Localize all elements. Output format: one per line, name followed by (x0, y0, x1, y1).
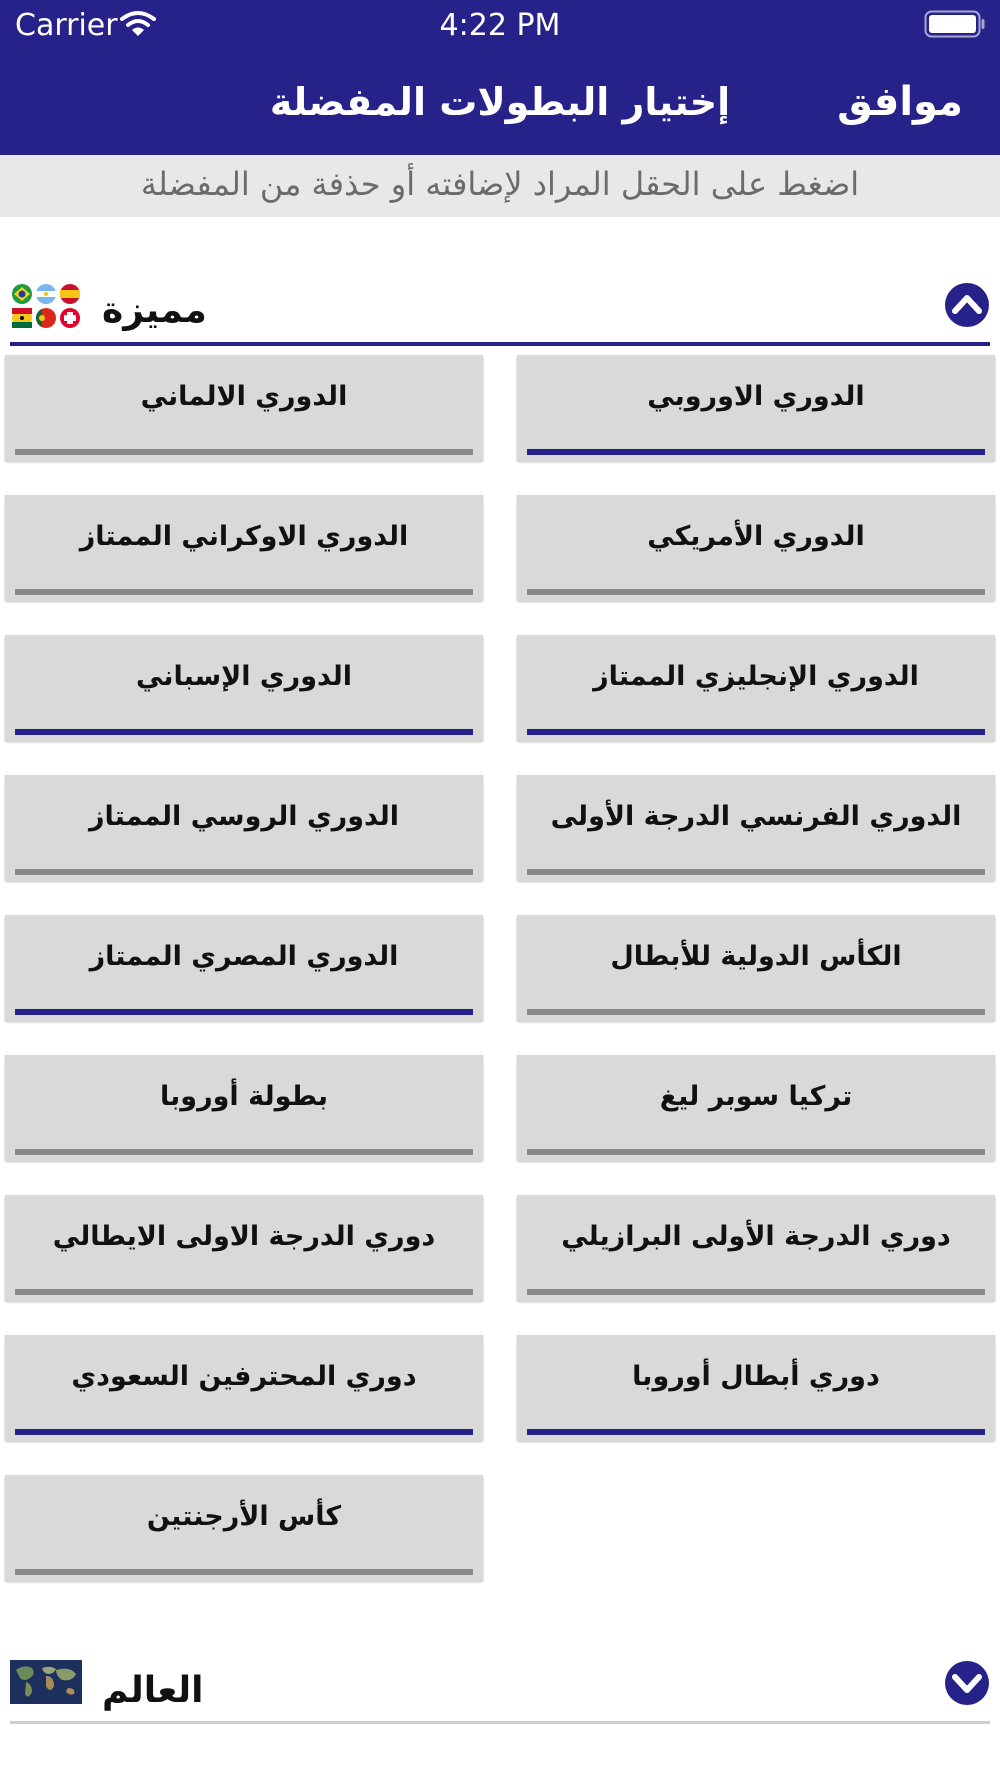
selection-indicator (527, 869, 985, 875)
league-tile[interactable] (517, 1055, 995, 1161)
league-label: دوري الدرجة الأولى البرازيلي (561, 1221, 951, 1252)
league-label: الدوري الإسباني (136, 661, 352, 692)
league-label: الدوري الاوروبي (647, 381, 865, 412)
chevron-down-icon[interactable] (944, 1660, 990, 1706)
league-tile[interactable] (517, 1195, 995, 1301)
league-label: بطولة أوروبا (160, 1081, 328, 1112)
league-tile[interactable] (5, 775, 483, 881)
league-tile[interactable] (517, 775, 995, 881)
league-tile[interactable] (517, 495, 995, 601)
league-tile[interactable] (5, 495, 483, 601)
league-label: دوري أبطال أوروبا (632, 1361, 880, 1392)
league-tile[interactable] (5, 1475, 483, 1581)
selection-indicator (15, 1009, 473, 1015)
league-tile[interactable] (517, 635, 995, 741)
status-time: 4:22 PM (439, 8, 561, 43)
league-tile[interactable] (5, 915, 483, 1021)
league-tile[interactable] (5, 1335, 483, 1441)
league-tile[interactable] (5, 1195, 483, 1301)
selection-indicator (527, 1429, 985, 1435)
section-header-featured[interactable] (10, 282, 990, 346)
section-title-featured: مميزة (102, 290, 207, 331)
selection-indicator (15, 1429, 473, 1435)
selection-indicator (15, 589, 473, 595)
league-tile[interactable] (5, 1055, 483, 1161)
league-tile[interactable] (517, 355, 995, 461)
section-divider-featured (10, 342, 990, 346)
league-tile[interactable] (517, 1335, 995, 1441)
chevron-up-icon[interactable] (944, 282, 990, 328)
selection-indicator (15, 449, 473, 455)
selection-indicator (527, 1149, 985, 1155)
selection-indicator (527, 729, 985, 735)
league-label: الكأس الدولية للأبطال (610, 941, 902, 972)
league-label: الدوري الروسي الممتاز (89, 801, 399, 832)
league-tile[interactable] (517, 915, 995, 1021)
league-label: الدوري المصري الممتاز (89, 941, 399, 972)
league-label: دوري الدرجة الاولى الايطالي (52, 1221, 436, 1252)
section-divider-world (10, 1721, 990, 1724)
status-carrier: Carrier (15, 8, 118, 43)
selection-indicator (527, 449, 985, 455)
battery-icon (924, 10, 986, 38)
selection-indicator (15, 869, 473, 875)
league-label: الدوري الالماني (140, 381, 348, 412)
world-map-icon (10, 1660, 82, 1704)
selection-indicator (527, 589, 985, 595)
section-title-world: العالم (102, 1670, 204, 1711)
league-label: كأس الأرجنتين (146, 1501, 342, 1532)
navigation-bar (0, 0, 1000, 155)
league-label: الدوري الأمريكي (647, 521, 865, 552)
page-title: إختيار البطولات المفضلة (269, 80, 731, 124)
league-tile[interactable] (5, 635, 483, 741)
selection-indicator (15, 1149, 473, 1155)
instruction-hint: اضغط على الحقل المراد لإضافته أو حذفة من المفضلة (0, 155, 1000, 217)
section-header-world[interactable] (10, 1660, 990, 1724)
done-button[interactable]: موافق (837, 79, 963, 125)
league-label: الدوري الفرنسي الدرجة الأولى (550, 801, 962, 832)
selection-indicator (15, 729, 473, 735)
league-label: الدوري الإنجليزي الممتاز (593, 661, 919, 692)
flags-icon (10, 282, 82, 330)
league-label: الدوري الاوكراني الممتاز (79, 521, 409, 552)
selection-indicator (15, 1569, 473, 1575)
league-label: دوري المحترفين السعودي (71, 1361, 417, 1392)
selection-indicator (15, 1289, 473, 1295)
league-tile[interactable] (5, 355, 483, 461)
league-label: تركيا سوبر ليغ (659, 1081, 853, 1112)
selection-indicator (527, 1009, 985, 1015)
selection-indicator (527, 1289, 985, 1295)
